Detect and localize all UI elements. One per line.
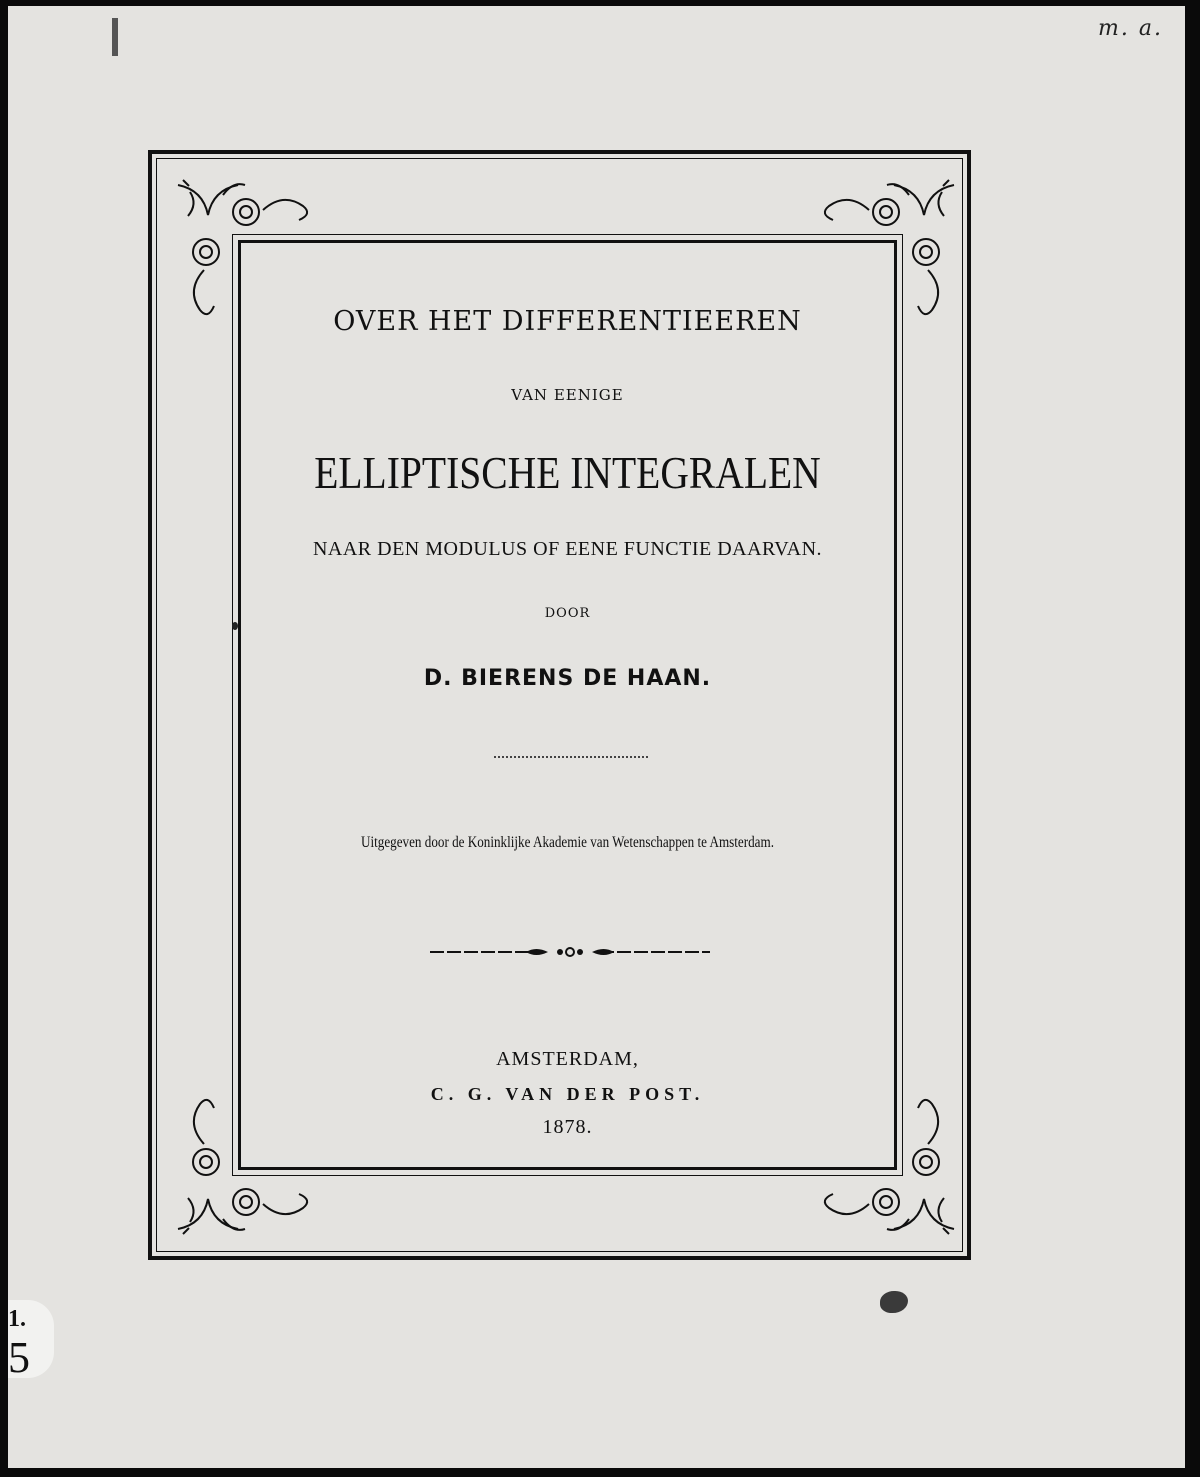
subtitle: NAAR DEN MODULUS OF EENE FUNCTIE DAARVAN.	[312, 538, 823, 560]
ornamental-divider	[430, 942, 710, 962]
imprint-year: 1878.	[542, 1116, 593, 1138]
title-line-1: OVER HET DIFFERENTIEEREN	[333, 306, 802, 337]
handwritten-margin-note: m. a.	[1098, 16, 1163, 41]
author-name: D. BIERENS DE HAAN.	[423, 666, 712, 691]
imprint-publisher: C. G. VAN DER POST.	[430, 1084, 705, 1104]
imprint-city: AMSTERDAM,	[496, 1048, 639, 1070]
corner-ornament-top-left	[168, 170, 318, 320]
shelf-mark-line-2: 5	[8, 1333, 30, 1382]
binding-mark	[112, 18, 118, 56]
by-label: DOOR	[544, 606, 591, 621]
publisher-note: Uitgegeven door de Koninklijke Akademie van Wetenschappen te Amsterdam.	[361, 834, 774, 851]
shelf-mark-line-1: 1.	[8, 1306, 26, 1332]
dotted-rule	[494, 756, 648, 758]
main-title: ELLIPTISCHE INTEGRALEN	[314, 447, 821, 498]
title-line-2: VAN EENIGE	[511, 386, 624, 404]
ink-stain	[880, 1291, 908, 1313]
corner-ornament-top-right	[814, 170, 964, 320]
title-page	[8, 6, 1185, 1468]
inner-frame-bold	[238, 240, 897, 1170]
ink-speck	[232, 622, 238, 630]
